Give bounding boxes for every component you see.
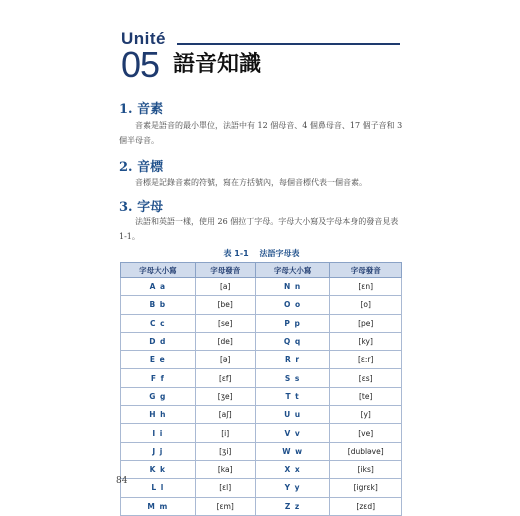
chapter-label: Unité bbox=[121, 29, 166, 48]
pronunciation-cell: [ky] bbox=[330, 332, 402, 350]
letter-cell: L l bbox=[121, 479, 196, 497]
letter-cell: D d bbox=[121, 332, 196, 350]
table-caption-number: 表 1-1 bbox=[223, 249, 249, 258]
letter-cell: S s bbox=[255, 369, 330, 387]
letter-cell: B b bbox=[121, 296, 196, 314]
letter-cell: E e bbox=[121, 351, 196, 369]
chapter-number: 05 bbox=[121, 44, 160, 85]
table-caption bbox=[119, 248, 404, 259]
letter-cell: U u bbox=[255, 406, 330, 424]
pronunciation-cell: [ɛm] bbox=[195, 497, 255, 515]
letter-cell: Z z bbox=[255, 497, 330, 515]
pronunciation-cell: [zɛd] bbox=[330, 497, 402, 515]
letter-cell: V v bbox=[255, 424, 330, 442]
letter-cell: N n bbox=[255, 278, 330, 296]
letter-cell: G g bbox=[121, 387, 196, 405]
letter-cell: H h bbox=[121, 406, 196, 424]
table-row bbox=[121, 424, 402, 442]
pronunciation-cell: [ɛn] bbox=[330, 278, 402, 296]
pronunciation-cell: [a] bbox=[195, 278, 255, 296]
table-row bbox=[121, 369, 402, 387]
table-header-row bbox=[121, 263, 402, 278]
pronunciation-cell: [be] bbox=[195, 296, 255, 314]
pronunciation-cell: [ɛl] bbox=[195, 479, 255, 497]
pronunciation-cell: [se] bbox=[195, 314, 255, 332]
pronunciation-cell: [dublǝve] bbox=[330, 442, 402, 460]
pronunciation-cell: [o] bbox=[330, 296, 402, 314]
pronunciation-cell: [aʃ] bbox=[195, 406, 255, 424]
letter-cell: W w bbox=[255, 442, 330, 460]
letter-cell: T t bbox=[255, 387, 330, 405]
section-text-alphabet: 法語和英語一樣，使用 26 個拉丁字母。字母大小寫及字母本身的發音見表 1-1。 bbox=[119, 217, 399, 241]
pronunciation-cell: [de] bbox=[195, 332, 255, 350]
section-heading-phonetic: 2. 音標 bbox=[119, 160, 164, 175]
table-row bbox=[121, 406, 402, 424]
table-caption-title: 法語字母表 bbox=[259, 249, 300, 258]
letter-cell: F f bbox=[121, 369, 196, 387]
header-letter-case: 字母大小寫 bbox=[121, 263, 196, 278]
letter-cell: A a bbox=[121, 278, 196, 296]
pronunciation-cell: [y] bbox=[330, 406, 402, 424]
table-row bbox=[121, 351, 402, 369]
pronunciation-cell: [pe] bbox=[330, 314, 402, 332]
table-row bbox=[121, 314, 402, 332]
pronunciation-cell: [ɛf] bbox=[195, 369, 255, 387]
pronunciation-cell: [te] bbox=[330, 387, 402, 405]
letter-cell: Y y bbox=[255, 479, 330, 497]
pronunciation-cell: [i] bbox=[195, 424, 255, 442]
header-letter-case: 字母大小寫 bbox=[255, 263, 330, 278]
table-row bbox=[121, 460, 402, 478]
table-row bbox=[121, 296, 402, 314]
table-row bbox=[121, 387, 402, 405]
header-pronunciation: 字母發音 bbox=[195, 263, 255, 278]
pronunciation-cell: [igrɛk] bbox=[330, 479, 402, 497]
letter-cell: C c bbox=[121, 314, 196, 332]
table-row bbox=[121, 479, 402, 497]
letter-cell: K k bbox=[121, 460, 196, 478]
letter-cell: J j bbox=[121, 442, 196, 460]
chapter-title: 語音知識 bbox=[173, 52, 262, 77]
table-body bbox=[121, 278, 402, 516]
chapter-rule bbox=[177, 43, 400, 45]
letter-cell: R r bbox=[255, 351, 330, 369]
table-row bbox=[121, 278, 402, 296]
pronunciation-cell: [ɛs] bbox=[330, 369, 402, 387]
section-text-phoneme: 音素是語音的最小單位，法語中有 12 個母音、4 個鼻母音、17 個子音和 3 個半母音。 bbox=[119, 121, 403, 145]
page-number: 84 bbox=[116, 476, 128, 486]
pronunciation-cell: [iks] bbox=[330, 460, 402, 478]
letter-cell: X x bbox=[255, 460, 330, 478]
pronunciation-cell: [ʒi] bbox=[195, 442, 255, 460]
section-heading-phoneme: 1. 音素 bbox=[119, 102, 164, 117]
table-row bbox=[121, 442, 402, 460]
pronunciation-cell: [ve] bbox=[330, 424, 402, 442]
letter-cell: M m bbox=[121, 497, 196, 515]
table-row bbox=[121, 332, 402, 350]
letter-cell: O o bbox=[255, 296, 330, 314]
alphabet-table bbox=[120, 262, 402, 516]
letter-cell: Q q bbox=[255, 332, 330, 350]
pronunciation-cell: [ʒe] bbox=[195, 387, 255, 405]
section-text-phonetic: 音標是記錄音素的符號，寫在方括號內，每個音標代表一個音素。 bbox=[135, 178, 367, 187]
header-pronunciation: 字母發音 bbox=[330, 263, 402, 278]
pronunciation-cell: [ə] bbox=[195, 351, 255, 369]
pronunciation-cell: [ɛ:r] bbox=[330, 351, 402, 369]
letter-cell: P p bbox=[255, 314, 330, 332]
section-heading-alphabet: 3. 字母 bbox=[119, 200, 164, 215]
pronunciation-cell: [ka] bbox=[195, 460, 255, 478]
letter-cell: I i bbox=[121, 424, 196, 442]
